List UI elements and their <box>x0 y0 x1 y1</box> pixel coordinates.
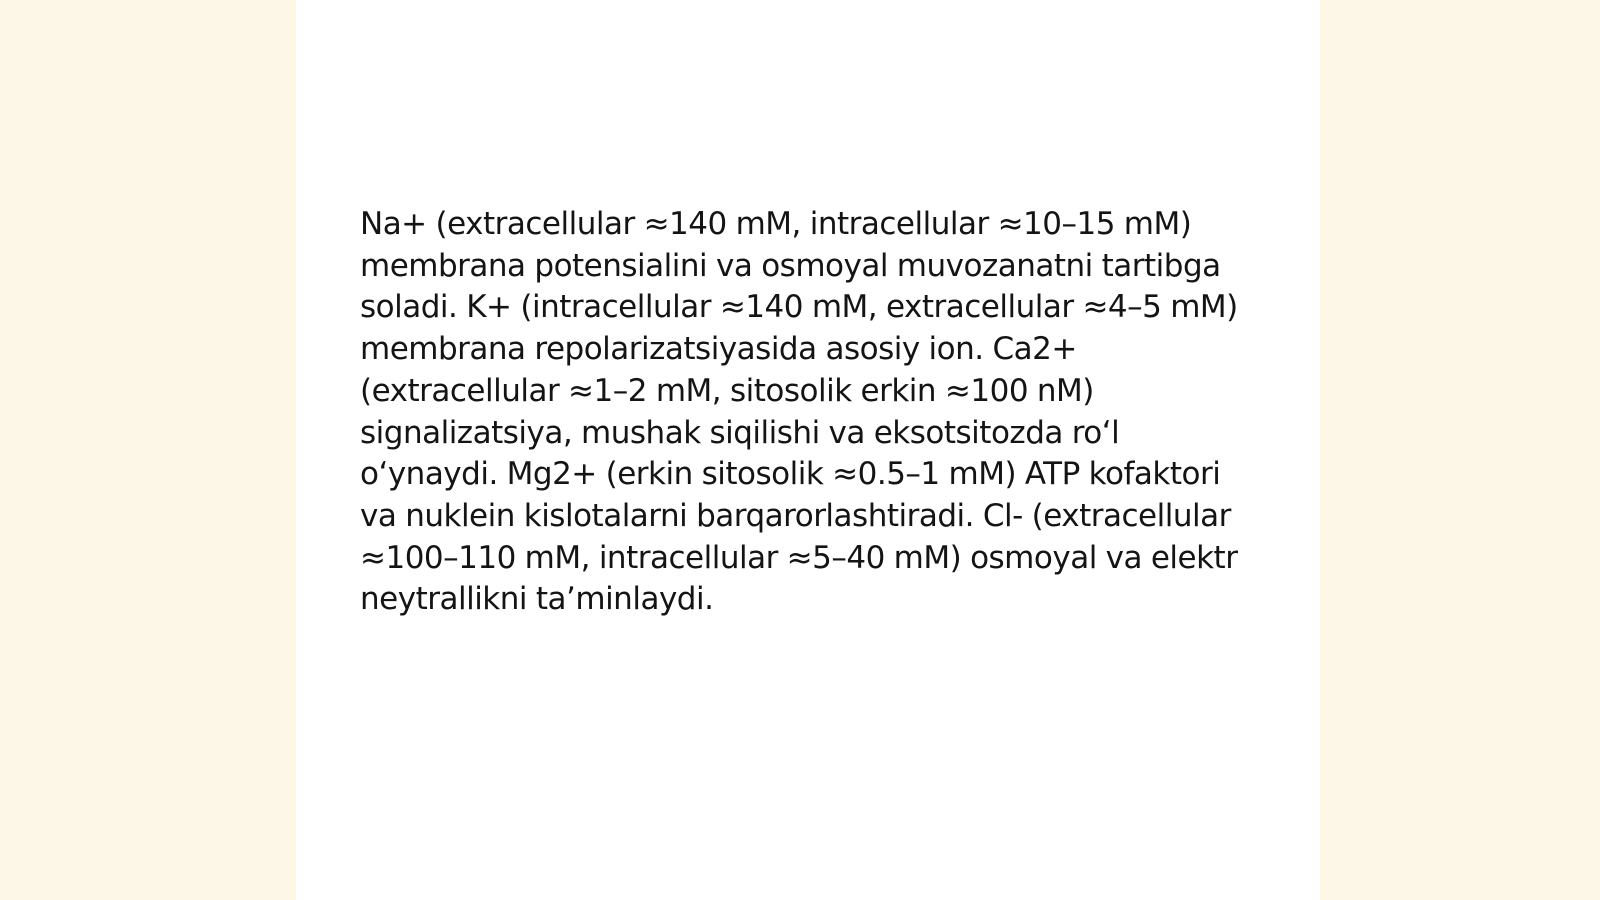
body-paragraph: Na+ (extracellular ≈140 mM, intracellular ≈10–15 mM) membrana potensialini va osmoyal muvozanatni tartibga soladi. K+ (intracellular ≈140 mM, extracellular ≈4–5 mM) membrana repolarizatsiyasida asosiy ion. Ca2+ (extracellular ≈1–2 mM, sitosolik erkin ≈100 nM) signalizatsiya, mushak siqilishi va eksotsitozda roʻl oʻynaydi. Mg2+ (erkin sitosolik ≈0.5–1 mM) ATP kofaktori va nuklein kislotalarni barqarorlashtiradi. Cl- (extracellular ≈100–110 mM, intracellular ≈5–40 mM) osmoyal va elektr neytrallikni taʼminlaydi. <box>360 206 1238 618</box>
document-page <box>296 0 1320 900</box>
